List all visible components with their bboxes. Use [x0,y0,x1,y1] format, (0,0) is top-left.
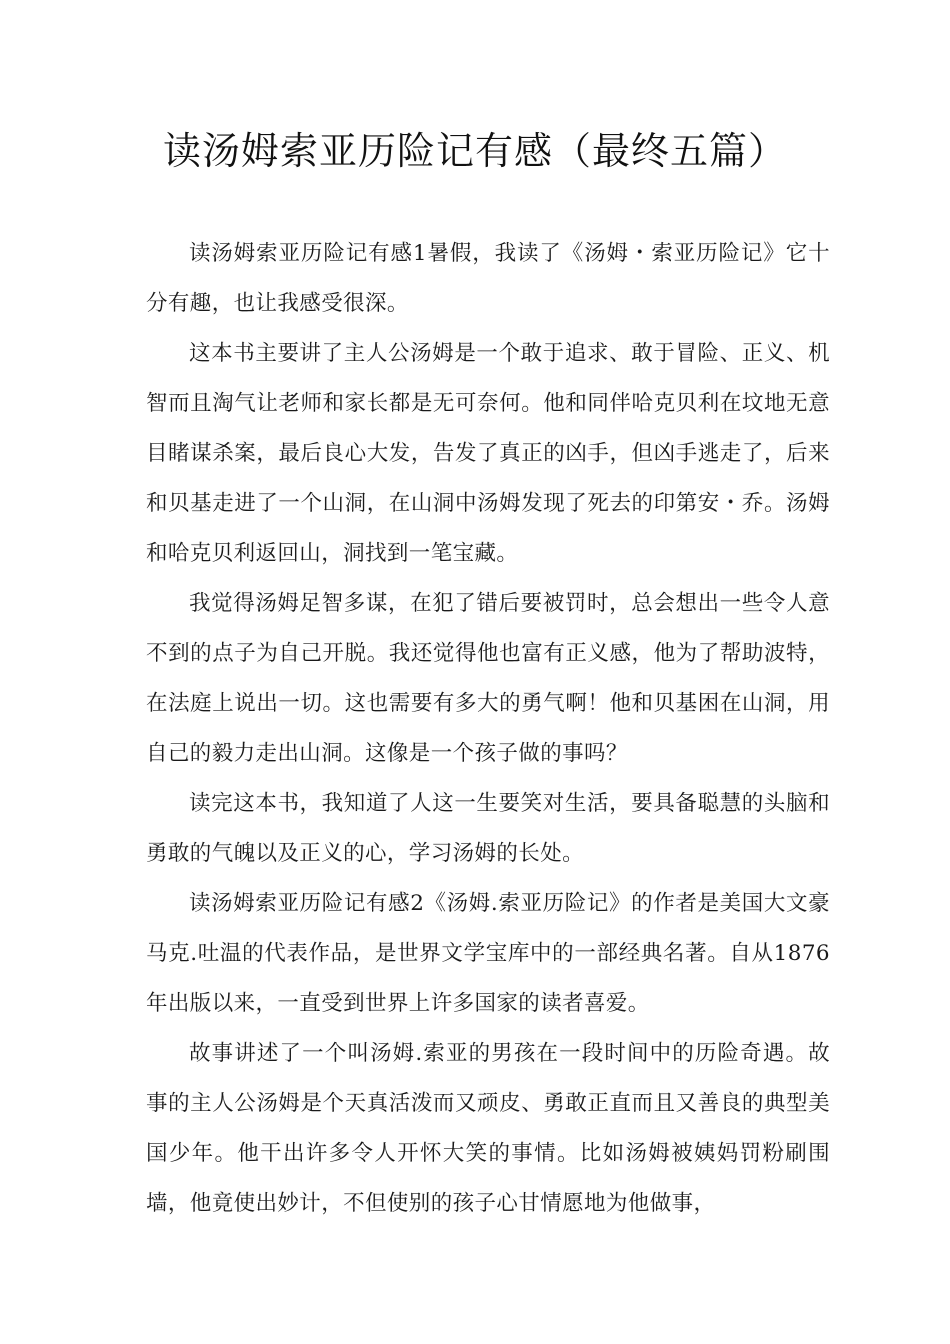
document-body [146,229,830,1229]
paragraph-1: 读汤姆索亚历险记有感1暑假，我读了《汤姆・索亚历险记》它十分有趣，也让我感受很深。 [146,241,830,316]
paragraph-6: 故事讲述了一个叫汤姆.索亚的男孩在一段时间中的历险奇遇。故事的主人公汤姆是个天真活泼而又顽皮、勇敢正直而且又善良的典型美国少年。他干出许多令人开怀大笑的事情。比如汤姆被姨妈罚粉刷围墙，他竟使出妙计，不但使别的孩子心甘情愿地为他做事， [146,1041,830,1216]
paragraph-2: 这本书主要讲了主人公汤姆是一个敢于追求、敢于冒险、正义、机智而且淘气让老师和家长都是无可奈何。他和同伴哈克贝利在坟地无意目睹谋杀案，最后良心大发，告发了真正的凶手，但凶手逃走了，后来和贝基走进了一个山洞，在山洞中汤姆发现了死去的印第安・乔。汤姆和哈克贝利返回山，洞找到一笔宝藏。 [146,341,830,566]
paragraph-5: 读汤姆索亚历险记有感2《汤姆.索亚历险记》的作者是美国大文豪马克.吐温的代表作品，是世界文学宝库中的一部经典名著。自从1876年出版以来，一直受到世界上许多国家的读者喜爱。 [146,891,830,1016]
paragraph-3: 我觉得汤姆足智多谋，在犯了错后要被罚时，总会想出一些令人意不到的点子为自己开脱。我还觉得他也富有正义感，他为了帮助波特，在法庭上说出一切。这也需要有多大的勇气啊！他和贝基困在山洞，用自己的毅力走出山洞。这像是一个孩子做的事吗？ [146,591,830,766]
paragraph-4: 读完这本书，我知道了人这一生要笑对生活，要具备聪慧的头脑和勇敢的气魄以及正义的心，学习汤姆的长处。 [146,791,830,866]
document-title: 读汤姆索亚历险记有感（最终五篇） [162,129,787,173]
